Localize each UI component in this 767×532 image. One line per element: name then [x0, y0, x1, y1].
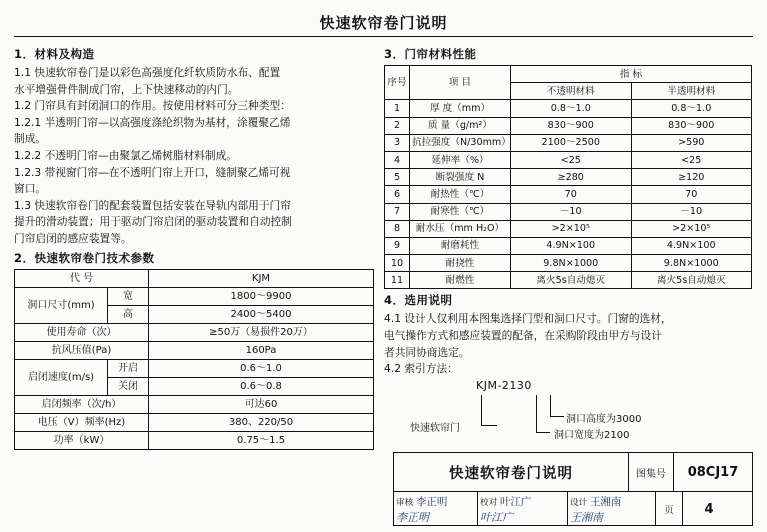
right-column — [384, 43, 752, 451]
table-cell: 0.6～0.8 — [149, 377, 374, 395]
title-divider — [14, 36, 753, 37]
table-cell: 4.9N×100 — [631, 237, 752, 254]
table-cell: 抗风压值(Pa) — [15, 341, 149, 359]
title-block-set-number: 08CJ17 — [687, 464, 739, 480]
signature: 叶江广 — [480, 511, 513, 524]
table-cell: 离火5s自动熄灭 — [631, 272, 752, 289]
table-header-cell: 半透明材料 — [631, 83, 752, 100]
section-2-heading: 2．快速软帘卷门技术参数 — [14, 250, 155, 265]
leader-line — [536, 395, 537, 432]
title-block — [393, 452, 753, 526]
section-1-heading: 1．材料及构造 — [14, 47, 95, 61]
signature: 李正明 — [396, 511, 429, 524]
index-method-diagram — [384, 379, 752, 451]
table-cell: 7 — [385, 203, 410, 220]
material-properties-table — [384, 65, 752, 289]
table-cell: 6 — [385, 186, 410, 203]
paragraph: 1.2.2 不透明门帘—由聚氯乙烯树脂材料制成。 — [14, 148, 237, 162]
table-row — [15, 341, 374, 359]
title-block-drawing-name: 快速软帘卷门说明 — [394, 453, 629, 491]
table-row — [15, 269, 374, 287]
table-cell: 3 — [385, 134, 410, 151]
paragraph: 者共同协商选定。 — [384, 345, 470, 359]
field-key: 校对 — [480, 497, 498, 508]
table-cell: 关闭 — [108, 377, 149, 395]
paragraph: 门帘启闭的感应装置等。 — [14, 231, 132, 245]
table-row — [15, 413, 374, 431]
title-block-bottom — [394, 492, 752, 526]
table-header-cell: 序号 — [385, 66, 410, 100]
title-block-page-number: 4 — [704, 501, 714, 517]
field-key: 设计 — [570, 497, 588, 508]
paragraph: 1.2.1 半透明门帘—以高强度涤纶织物为基材，涂覆聚乙烯 — [14, 115, 291, 129]
table-row — [15, 287, 374, 305]
section-4-heading: 4．选用说明 — [384, 293, 453, 308]
diagram-label-height: 洞口高度为3000 — [566, 413, 642, 425]
table-cell: <25 — [631, 151, 752, 168]
table-cell: 9 — [385, 237, 410, 254]
table-cell: >2×10⁵ — [511, 220, 632, 237]
table-cell: 2400～5400 — [149, 305, 374, 323]
table-row — [385, 237, 752, 254]
table-row — [15, 323, 374, 341]
table-row — [15, 395, 374, 413]
title-block-page-label: 页 — [656, 492, 683, 526]
table-cell: 开启 — [108, 359, 149, 377]
table-cell: 耐燃性 — [410, 272, 511, 289]
table-cell: ≥120 — [631, 169, 752, 186]
table-cell: 抗拉强度（N/30mm） — [410, 134, 511, 151]
leader-line — [481, 395, 482, 425]
page-title: 快速软帘卷门说明 — [319, 14, 448, 32]
table-cell: 启闭频率（次/h） — [15, 395, 149, 413]
field-value: 叶江广 — [499, 495, 532, 508]
table-cell: 洞口尺寸(mm) — [15, 287, 108, 323]
table-cell: 9.8N×1000 — [631, 255, 752, 272]
table-cell: 宽 — [108, 287, 149, 305]
paragraph: 制成。 — [14, 132, 47, 146]
table-cell: 断裂强度 N — [410, 169, 511, 186]
table-cell: 1 — [385, 100, 410, 117]
table-row — [385, 186, 752, 203]
table-row — [385, 66, 752, 83]
table-cell: 70 — [631, 186, 752, 203]
table-row — [385, 203, 752, 220]
table-cell: <25 — [511, 151, 632, 168]
table-cell: 1800～9900 — [149, 287, 374, 305]
two-column-body — [14, 43, 753, 451]
table-cell: 11 — [385, 272, 410, 289]
table-cell: 使用寿命（次） — [15, 323, 149, 341]
table-cell: 0.6～1.0 — [149, 359, 374, 377]
table-cell: 质 量（g/m²） — [410, 117, 511, 134]
signature: 王湘南 — [570, 511, 603, 524]
diagram-label-width: 洞口宽度为2100 — [554, 429, 630, 441]
table-row — [15, 359, 374, 377]
table-cell: 4.9N×100 — [511, 237, 632, 254]
leader-line — [550, 416, 564, 417]
table-header-cell: 项 目 — [410, 66, 511, 100]
table-row — [385, 272, 752, 289]
table-cell: ≥50万（易损件20万） — [149, 323, 374, 341]
table-row — [385, 220, 752, 237]
table-cell: 380、220/50 — [149, 413, 374, 431]
table-cell: 启闭速度(m/s) — [15, 359, 108, 395]
table-cell: 耐水压（mm H₂O） — [410, 220, 511, 237]
table-cell: －10 — [631, 203, 752, 220]
table-cell: 160Pa — [149, 341, 374, 359]
table-cell: 高 — [108, 305, 149, 323]
table-cell: 离火5s自动熄灭 — [511, 272, 632, 289]
table-cell: 0.8～1.0 — [631, 100, 752, 117]
index-code: KJM-2130 — [476, 378, 532, 392]
leader-line — [536, 432, 550, 433]
table-cell: KJM — [149, 269, 374, 287]
leader-line — [481, 425, 497, 426]
field-key: 审核 — [396, 497, 414, 508]
table-cell: 延伸率（%） — [410, 151, 511, 168]
table-cell: >2×10⁵ — [631, 220, 752, 237]
paragraph: 4.1 设计人仅利用本图集选择门型和洞口尺寸。门窗的选材， — [384, 312, 672, 326]
table-header-cell: 不透明材料 — [511, 83, 632, 100]
table-cell: 耐热性（℃） — [410, 186, 511, 203]
table-row — [385, 151, 752, 168]
table-cell: 5 — [385, 169, 410, 186]
table-cell: 代 号 — [15, 269, 149, 287]
left-column — [14, 43, 374, 450]
table-cell: 70 — [511, 186, 632, 203]
title-block-top — [394, 453, 752, 492]
paragraph: 提升的滑动装置；用于驱动门帘启闭的驱动装置和自动控制 — [14, 215, 292, 229]
table-cell: 4 — [385, 151, 410, 168]
table-cell: 8 — [385, 220, 410, 237]
paragraph: 1.2 门帘具有封闭洞口的作用。按使用材料可分三种类型： — [14, 99, 291, 113]
table-cell: 耐挠性 — [410, 255, 511, 272]
table-row — [385, 117, 752, 134]
section-3-heading: 3．门帘材料性能 — [384, 47, 477, 61]
paragraph: 1.2.3 带视窗门帘—在不透明门帘上开口，缝制聚乙烯可视 — [14, 165, 291, 179]
table-cell: 耐磨耗性 — [410, 237, 511, 254]
technical-parameters-table — [14, 269, 374, 450]
table-header-group: 指 标 — [511, 66, 752, 83]
table-row — [15, 431, 374, 449]
table-cell: 可达60 — [149, 395, 374, 413]
table-cell: 0.8～1.0 — [511, 100, 632, 117]
table-cell: 0.75～1.5 — [149, 431, 374, 449]
table-cell: 9.8N×1000 — [511, 255, 632, 272]
table-cell: 830～900 — [511, 117, 632, 134]
table-cell: 功率（kW） — [15, 431, 149, 449]
paragraph: 1.3 快速软帘卷门的配套装置包括安装在导轨内部用于门帘 — [14, 198, 291, 212]
table-cell: 10 — [385, 255, 410, 272]
title-block-field-check — [478, 492, 568, 526]
table-cell: >590 — [631, 134, 752, 151]
table-cell: 电压（V）频率(Hz) — [15, 413, 149, 431]
leader-line — [550, 395, 551, 416]
table-cell: 830～900 — [631, 117, 752, 134]
paragraph: 4.2 索引方法： — [384, 362, 458, 376]
table-row — [385, 169, 752, 186]
table-row — [385, 134, 752, 151]
paragraph: 电气操作方式和感应装置的配备，在采购阶段由甲方与设计 — [384, 329, 662, 343]
table-cell: －10 — [511, 203, 632, 220]
field-value: 李正明 — [415, 495, 448, 508]
title-block-set-label: 图集号 — [629, 453, 674, 491]
title-block-field-review — [394, 492, 478, 526]
table-row — [385, 100, 752, 117]
field-value: 王湘南 — [589, 495, 622, 508]
table-cell: 2100～2500 — [511, 134, 632, 151]
table-cell: ≥280 — [511, 169, 632, 186]
paragraph: 1.1 快速软帘卷门是以彩色高强度化纤软质防水布、配置 — [14, 66, 281, 79]
table-cell: 厚 度（mm） — [410, 100, 511, 117]
table-cell: 耐寒性（℃） — [410, 203, 511, 220]
diagram-label-door-type: 快速软帘门 — [410, 422, 460, 434]
table-cell: 2 — [385, 117, 410, 134]
title-block-field-design — [568, 492, 656, 526]
table-row — [385, 255, 752, 272]
paragraph: 窗口。 — [14, 182, 47, 196]
paragraph: 水平增强骨件制成门帘，上下快速移动的内门。 — [14, 82, 239, 96]
